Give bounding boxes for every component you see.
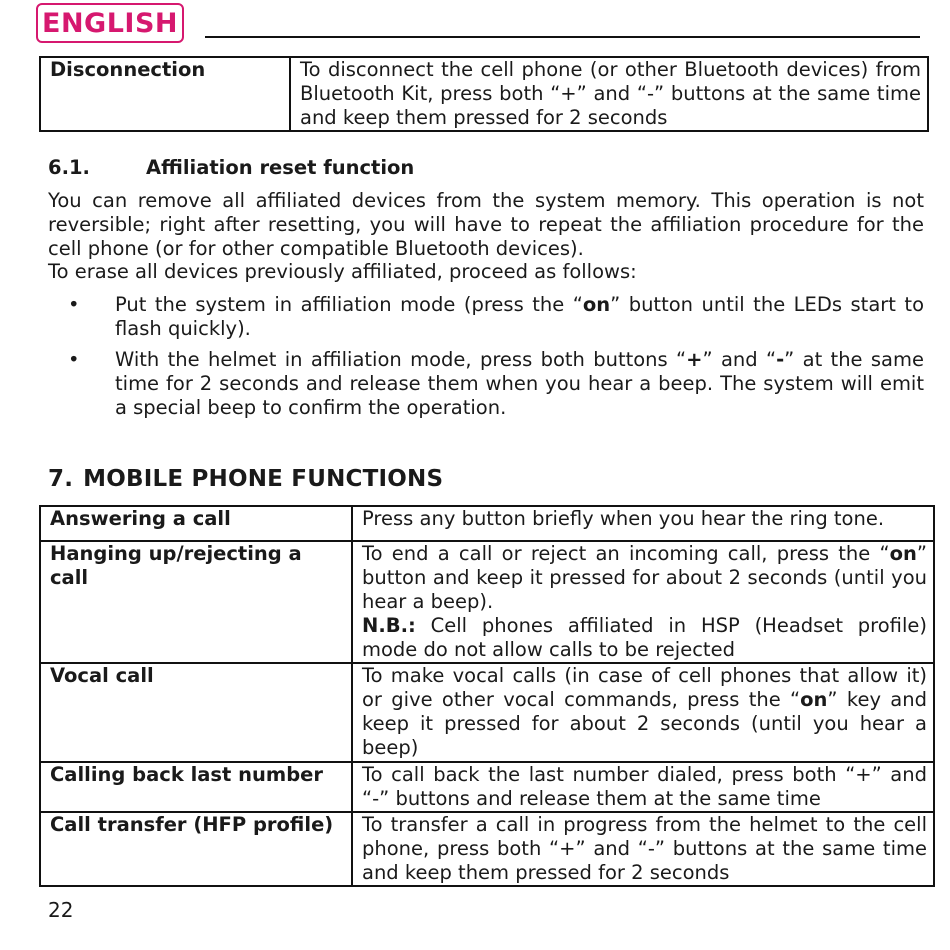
page-number: 22: [48, 898, 74, 922]
row-key: Hanging up/rejecting a call: [40, 541, 352, 663]
table-row: [40, 541, 934, 663]
row-value: To transfer a call in progress from the helmet to the cell phone, press both “+” and “-” buttons at the same time and keep them pressed for 2 seconds: [352, 812, 934, 886]
table-row: [40, 57, 928, 131]
section-heading: [48, 156, 414, 179]
row-key: Vocal call: [40, 663, 352, 762]
row-value: Press any button briefly when you hear the ring tone.: [352, 506, 934, 541]
table-row: [40, 663, 934, 762]
row-value: To disconnect the cell phone (or other Bluetooth devices) from Bluetooth Kit, press both “+” and “-” buttons at the same time and keep them pressed for 2 seconds: [290, 57, 928, 131]
row-key: Disconnection: [40, 57, 290, 131]
row-value: To make vocal calls (in case of cell phones that allow it) or give other vocal commands, press the “on” key and keep it pressed for about 2 seconds (until you hear a beep): [352, 663, 934, 762]
chapter-title: MOBILE PHONE FUNCTIONS: [83, 466, 444, 492]
list-item-text: With the helmet in affiliation mode, press both buttons “+” and “-” at the same time for 2 seconds and release them when you hear a beep. The system will emit a special beep to confirm the operation.: [115, 348, 924, 419]
table-row: [40, 506, 934, 541]
section-number: 6.1.: [48, 156, 90, 179]
table-row: [40, 812, 934, 886]
section-title: Affiliation reset function: [146, 156, 415, 179]
phone-functions-table: [39, 505, 935, 887]
paragraph: You can remove all affiliated devices from the system memory. This operation is not reversible; right after resetting, you will have to repeat the affiliation procedure for the cell phone (or for other compatible Bluetooth devices).: [48, 189, 924, 260]
disconnection-table: [39, 56, 929, 132]
row-key: Answering a call: [40, 506, 352, 541]
bullet-icon: •: [68, 348, 80, 371]
header-rule: [205, 36, 920, 38]
bullet-icon: •: [68, 293, 80, 316]
table-row: [40, 762, 934, 812]
row-key: Call transfer (HFP profile): [40, 812, 352, 886]
row-value: To call back the last number dialed, press both “+” and “-” buttons and release them at the same time: [352, 762, 934, 812]
chapter-number: 7.: [48, 466, 74, 492]
row-value: To end a call or reject an incoming call, press the “on” button and keep it pressed for about 2 seconds (until you hear a beep). N.B.: Cell phones affiliated in HSP (Headset profile) mode do not allow calls to be rejected: [352, 541, 934, 663]
chapter-heading: [48, 466, 443, 492]
paragraph: To erase all devices previously affiliated, proceed as follows:: [48, 260, 637, 283]
list-item-text: Put the system in affiliation mode (press the “on” button until the LEDs start to flash quickly).: [115, 293, 924, 340]
row-key: Calling back last number: [40, 762, 352, 812]
language-badge: ENGLISH: [36, 3, 184, 43]
